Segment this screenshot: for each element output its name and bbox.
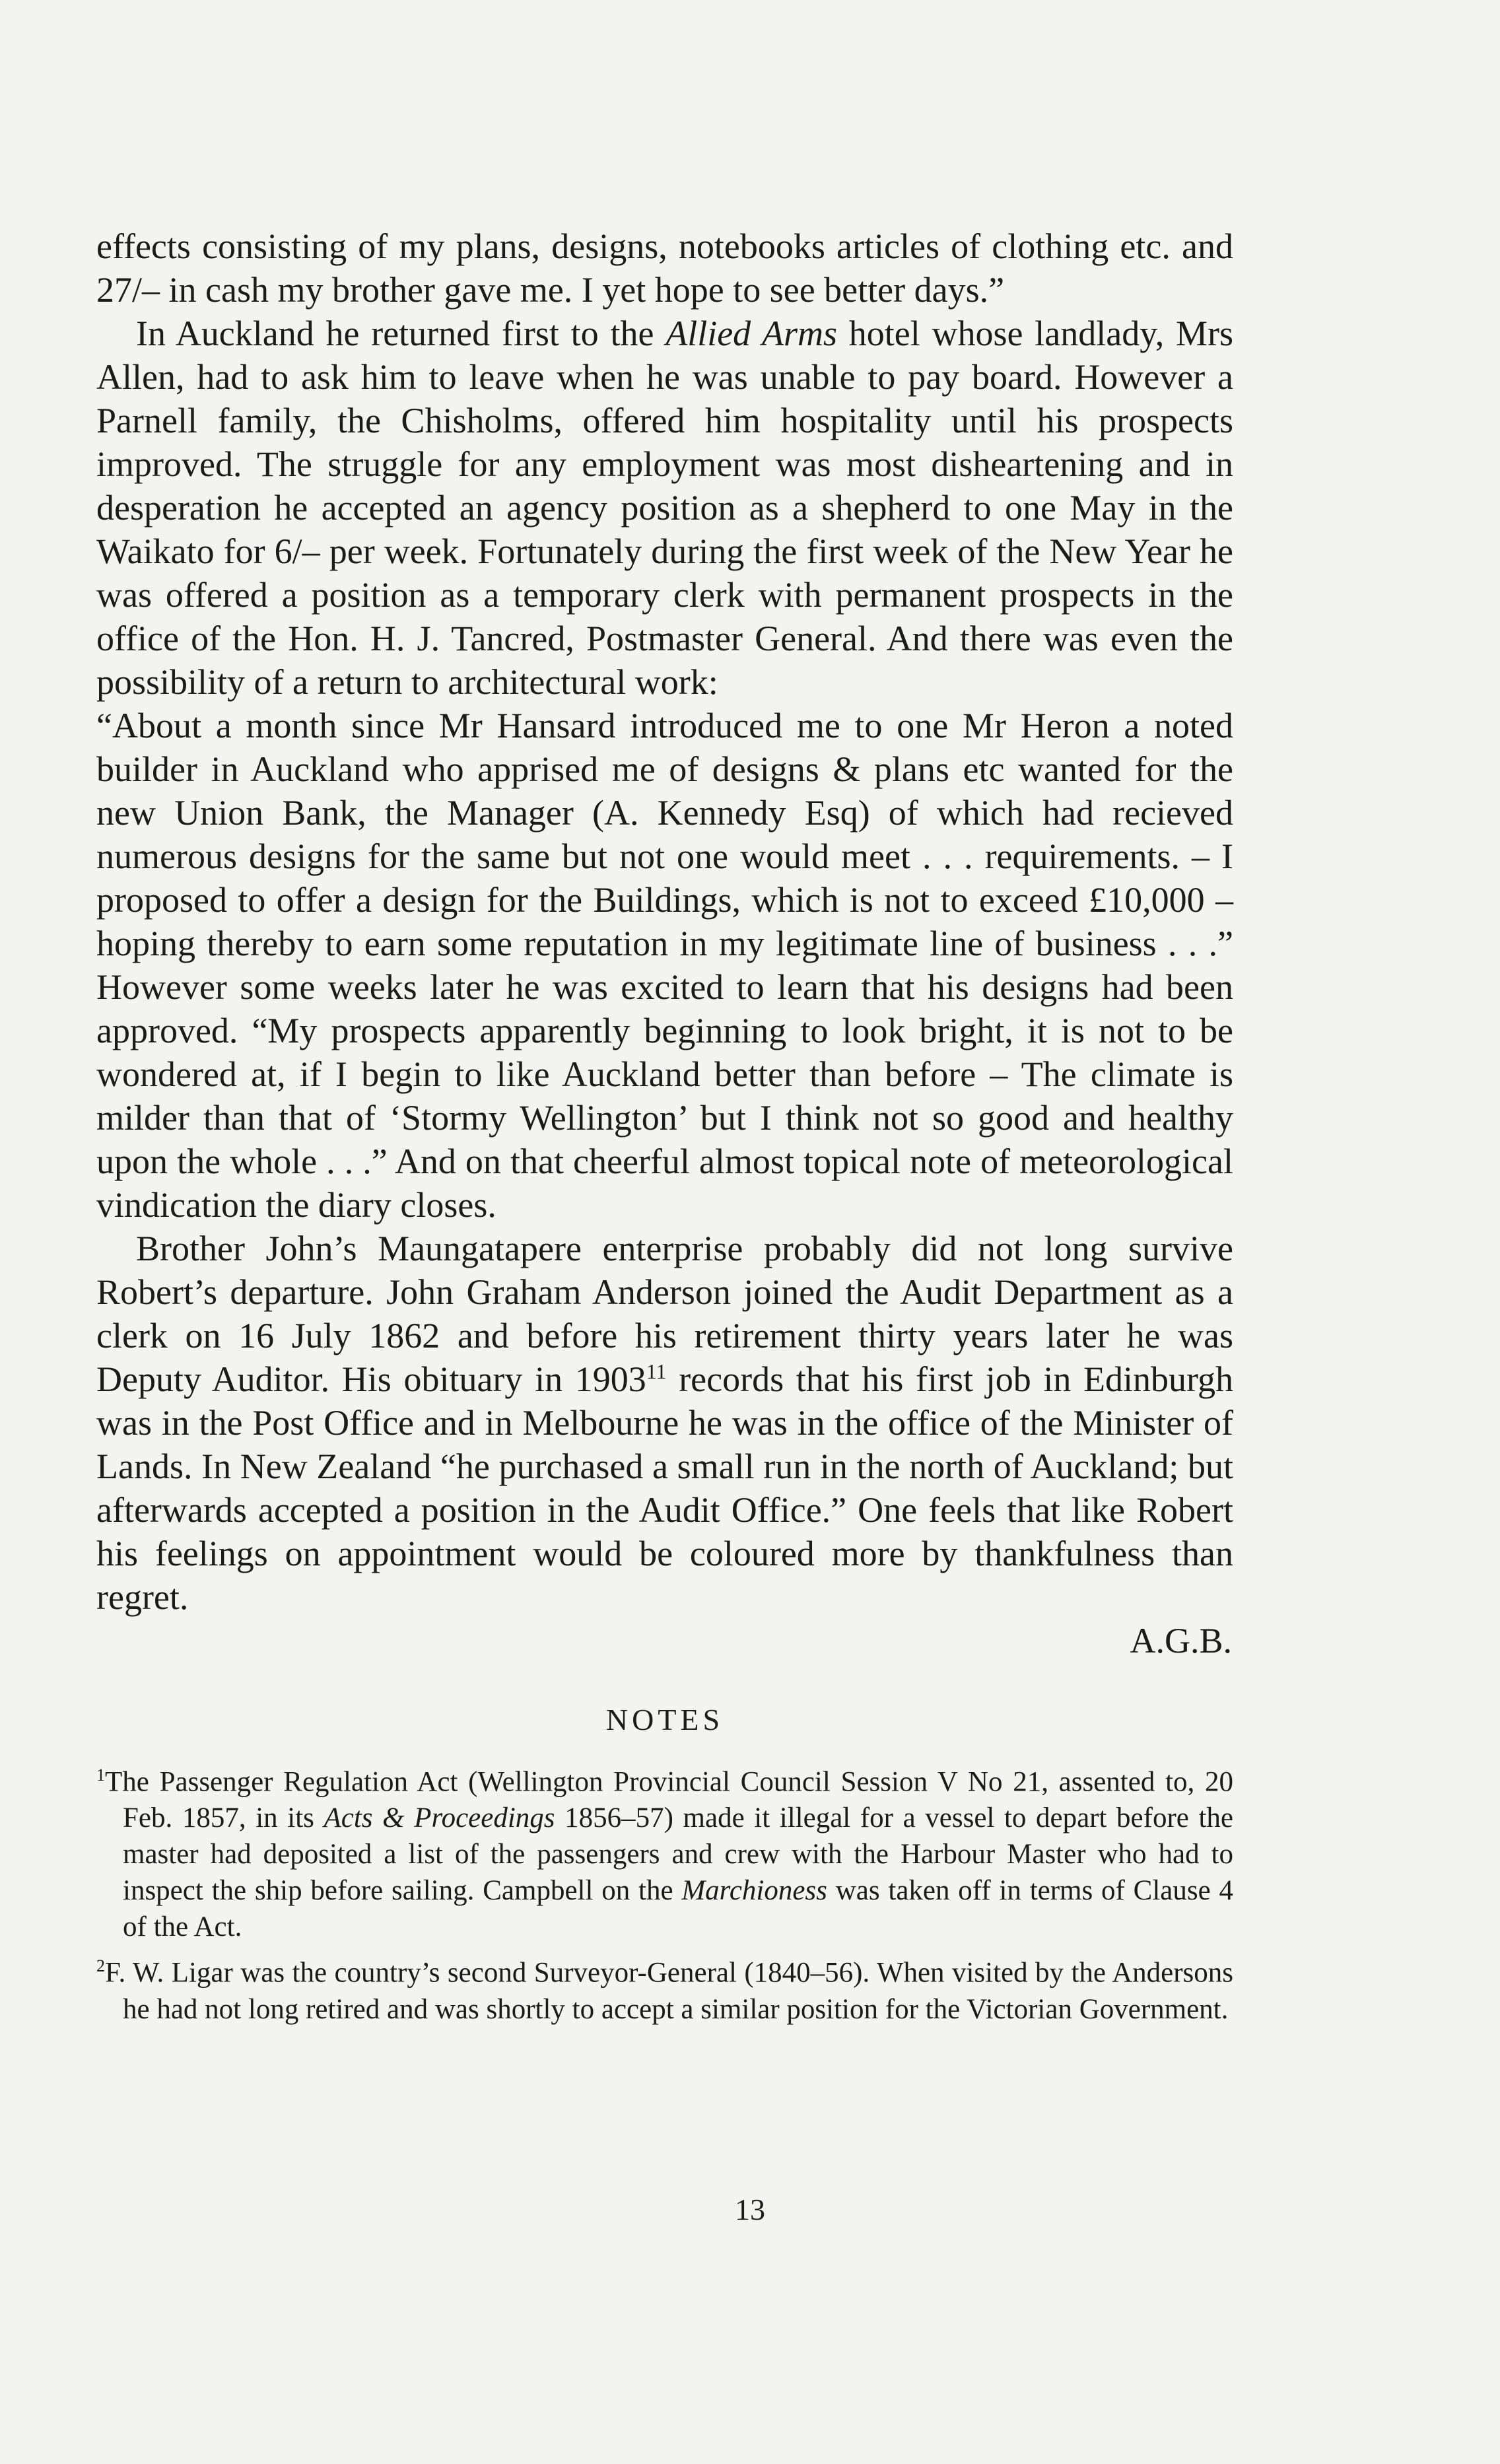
note-1-text-a: The Passenger Regulation Act (Wellington Provincial Council Session V No 21, assented to, 20 Feb. 1857, in its bbox=[105, 1766, 1233, 1834]
note-1-italic-title: Acts & Proceedings bbox=[324, 1802, 555, 1834]
hotel-name: Allied Arms bbox=[665, 314, 837, 353]
note-2-text: F. W. Ligar was the country’s second Surveyor-General (1840–56). When visited by the Andersons he had not long retired and was shortly to accept a similar position for the Victorian Government. bbox=[105, 1957, 1233, 2025]
note-1-ship-name: Marchioness bbox=[681, 1875, 827, 1907]
notes-list bbox=[96, 1757, 1233, 2028]
page-number: 13 bbox=[735, 2193, 765, 2226]
author-signature: A.G.B. bbox=[1130, 1621, 1232, 1660]
notes-heading: NOTES bbox=[605, 1703, 724, 1736]
paragraph-2 bbox=[96, 312, 1233, 704]
note-2 bbox=[96, 1948, 1233, 2027]
note-1-text-b: 1856–57) made it illegal for a vessel to depart before the master had deposited a list of the passengers and crew with the Harbour Master who had to inspect the ship before sailing. Campbell on the bbox=[123, 1802, 1233, 1907]
article-body bbox=[96, 224, 1233, 1619]
paragraph-4 bbox=[96, 1227, 1233, 1619]
paragraph-3-text: “About a month since Mr Hansard introduced me to one Mr Heron a noted builder in Auckland who apprised me of designs & plans etc wanted for the new Union Bank, the Manager (A. Kennedy Esq) of which had recieved numerous designs for the same but not one would meet . . . requirements. – I proposed to offer a design for the Buildings, which is not to exceed £10,000 – hoping thereby to earn some reputation in my legitimate line of business . . .” However some weeks later he was excited to learn that his designs had been approved. “My prospects apparently beginning to look bright, it is not to be wondered at, if I begin to like Auckland better than before – The climate is milder than that of ‘Stormy Wellington’ but I think not so good and healthy upon the whole . . .” And on that cheerful almost topical note of meteorological vindication the diary closes. bbox=[96, 706, 1233, 1225]
footnote-reference: 11 bbox=[646, 1359, 667, 1383]
paragraph-1-text: effects consisting of my plans, designs, notebooks articles of clothing etc. and 27/– in cash my brother gave me. I yet hope to see better days.” bbox=[96, 226, 1233, 310]
note-2-number: 2 bbox=[96, 1956, 105, 1976]
note-1 bbox=[96, 1757, 1233, 1945]
page-content bbox=[96, 224, 1233, 2030]
paragraph-3 bbox=[96, 704, 1233, 1227]
note-1-number: 1 bbox=[96, 1765, 105, 1785]
note-1-text-c: was taken off in terms of Clause 4 of the Act. bbox=[123, 1875, 1233, 1943]
paragraph-4-text-a: Brother John’s Maungatapere enterprise probably did not long survive Robert’s departure. John Graham Anderson joined the Audit Department as a clerk on 16 July 1862 and before his retirement thirty years later he was Deputy Auditor. His obituary in 1903 bbox=[96, 1229, 1233, 1399]
paragraph-1 bbox=[96, 224, 1233, 312]
paragraph-2-text-b: hotel whose landlady, Mrs Allen, had to ask him to leave when he was unable to pay board. However a Parnell family, the Chisholms, offered him hospitality until his prospects improved. The struggle for any employment was most disheartening and in desperation he accepted an agency position as a shepherd to one May in the Waikato for 6/– per week. Fortunately during the first week of the New Year he was offered a position as a temporary clerk with permanent prospects in the office of the Hon. H. J. Tancred, Postmaster General. And there was even the possibility of a return to architectural work: bbox=[96, 314, 1233, 702]
paragraph-4-text-b: records that his first job in Edinburgh was in the Post Office and in Melbourne he was in the office of the Minister of Lands. In New Zealand “he purchased a small run in the north of Auckland; but afterwards accepted a position in the Audit Office.” One feels that like Robert his feelings on appointment would be coloured more by thankfulness than regret. bbox=[96, 1359, 1233, 1617]
paragraph-2-text-a: In Auckland he returned first to the bbox=[136, 314, 666, 353]
